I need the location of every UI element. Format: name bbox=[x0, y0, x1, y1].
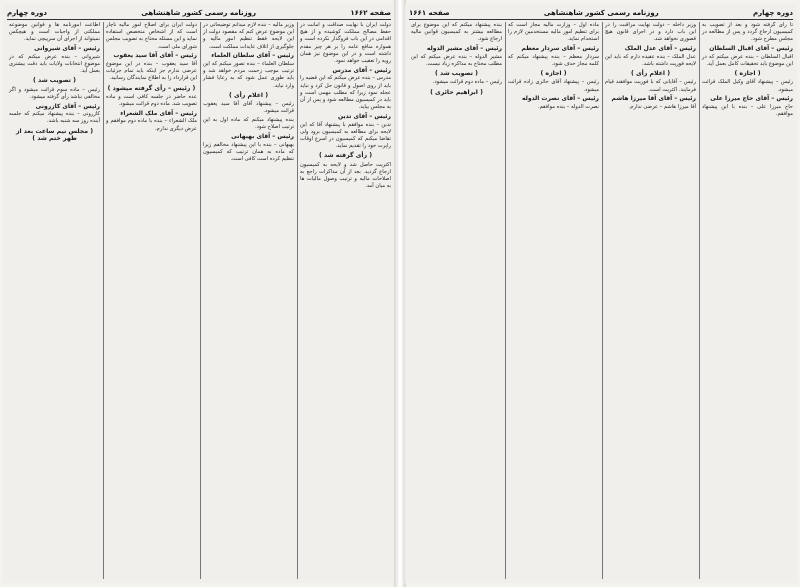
left-page-number: صفحه ۱۶۶۲ bbox=[350, 8, 391, 17]
speaker-line: رئیس – آقای ملک الشعراء bbox=[120, 109, 197, 117]
speaker-line: رئیس – آقای عدل الملک bbox=[624, 45, 696, 53]
text-column bbox=[7, 22, 100, 579]
right-journal-title: روزنامه رسمی کشور شاهنشاهی bbox=[543, 8, 659, 17]
paragraph: ملک الشعراء – بنده با ماده دوم موافقم و عرض دیگری ندارم. bbox=[106, 118, 197, 132]
paragraph: ماده اول – وزارت مالیه مجاز است که برای تنظیم امور مالیه مستخدمین لازم را استخدام نماید. bbox=[508, 22, 599, 43]
paragraph: آقا میرزا هاشم – عرضی ندارم. bbox=[628, 104, 696, 111]
speaker-line: رئیس – آقای سردار معظم bbox=[521, 45, 599, 53]
procedural-note: ( اعلام رأی ) bbox=[228, 91, 269, 99]
paragraph: رئیس – آقایانی که با فوریت موافقند قیام فرمایند. اکثریت است. bbox=[605, 79, 696, 93]
text-column bbox=[409, 22, 502, 579]
paragraph: تدین – بنده موافقم با پیشنهاد آقا که این لایحه برای مطالعه به کمیسیون برود ولی تقاضا میکنم که کمیسیون در اسرع اوقات راپرت خود را تقدیم نماید. bbox=[300, 121, 391, 150]
paragraph: رئیس – پیشنهاد آقای آقا سید یعقوب قرائت میشود. bbox=[203, 101, 294, 115]
speaker-line: رئیس – آقای تدین bbox=[337, 112, 391, 120]
paragraph: دولت ایران با نهایت صداقت و امانت در حفظ مصالح مملکت کوشیده و از هیچ اقدامی در این باب فروگذار نکرده است و همواره منافع عامه را بر هر چیز مقدم داشته است و در این موضوع نیز همان رویه را تعقیب خواهد نمود. bbox=[300, 22, 391, 65]
paragraph: شیروانی – بنده عرض میکنم که در موضوع انتخابات ولایات باید دقت بیشتری بعمل آید. bbox=[9, 53, 100, 75]
speaker-line: رئیس – آقای شیروانی bbox=[34, 45, 100, 53]
paragraph: بنده پیشنهاد میکنم که ماده اول به این ترتیب اصلاح شود. bbox=[203, 116, 294, 131]
paragraph: آقا سید یعقوب – بنده در این موضوع عرضی ندارم جز اینکه باید تمام جزئیات این قرارداد را به اطلاع نمایندگان رسانید. bbox=[106, 61, 197, 82]
right-page-number: صفحه ۱۶۶۱ bbox=[409, 8, 450, 17]
text-column bbox=[602, 22, 696, 579]
speaker-line: رئیس – آقای نصرت الدوله bbox=[521, 95, 599, 103]
paragraph: مشیر الدوله – بنده عرض میکنم که این مطلب محتاج به مذاکره زیاد نیست. bbox=[411, 53, 502, 68]
speaker-line: رئیس – آقای مدرس bbox=[332, 66, 391, 74]
paragraph: اقبال السلطان – بنده عرض میکنم که در این موضوع باید تحقیقات کامل بعمل آید. bbox=[702, 53, 793, 68]
paragraph: کازرونی – بنده پیشنهاد میکنم که جلسه آینده روز سه شنبه باشد. bbox=[9, 111, 100, 125]
procedural-note: ( اعلام رأی ) bbox=[630, 70, 671, 78]
left-page bbox=[3, 4, 395, 583]
speaker-line: رئیس – آقای آقا سید یعقوب bbox=[113, 52, 197, 60]
paragraph: سلطان العلماء – بنده تصور میکنم که این ترتیب موجب زحمت مردم خواهد شد و باید طوری عمل شود که به رعایا فشار وارد نیاید. bbox=[203, 61, 294, 89]
text-column bbox=[297, 22, 391, 579]
speaker-line: رئیس – آقای بهبهانی bbox=[231, 132, 294, 140]
paragraph: تا رأی گرفته شود و بعد از تصویب به کمیسیون ارجاع گردد و پس از مطالعه در مجلس مطرح شود. bbox=[702, 22, 793, 43]
paragraph: نصرت الدوله – بنده موافقم. bbox=[537, 104, 599, 111]
paragraph: عده حاضر در جلسه کافی است و ماده تصویب شد. ماده دوم قرائت میشود. bbox=[106, 93, 197, 108]
procedural-note: ( تصویب شد ) bbox=[435, 70, 478, 78]
paragraph: بهبهانی – بنده با این پیشنهاد مخالفم زیرا که ماده به همان ترتیب که کمیسیون تنظیم کرده است کافی است. bbox=[203, 141, 294, 162]
speaker-line: رئیس – آقای مشیر الدوله bbox=[426, 45, 502, 53]
paragraph: مدرس – بنده عرض میکنم که این قضیه را باید از روی اصول و قانون حل کرد و نباید عجله نمود زیرا که مطلب مهمی است و باید در کمیسیون مطالعه شود و پس از آن به مجلس بیاید. bbox=[300, 75, 391, 111]
procedural-note: ( رأی گرفته شد ) bbox=[318, 152, 373, 160]
procedural-note: ( رئیس – رأی گرفته میشود ) bbox=[107, 84, 196, 92]
speaker-line: رئیس – آقای آقا میرزا هاشم bbox=[611, 95, 696, 103]
paragraph: حاج میرزا علی – بنده با این پیشنهاد موافقم. bbox=[702, 104, 793, 118]
right-columns bbox=[409, 22, 793, 579]
left-page-header bbox=[7, 6, 391, 20]
paragraph: رئیس – پیشنهاد آقای وکیل الملک قرائت میشود. bbox=[702, 79, 793, 93]
paragraph: سردار معظم – بنده پیشنهاد میکنم که کلمه مجاز حذف شود. bbox=[508, 53, 599, 68]
paragraph: وزیر مالیه – بنده لازم میدانم توضیحاتی در این موضوع عرض کنم که مقصود دولت از این لایحه فقط تنظیم امور مالیه و جلوگیری از اتلاف عایدات مملکت است. bbox=[203, 22, 294, 50]
left-journal-title: روزنامه رسمی کشور شاهنشاهی bbox=[141, 8, 257, 17]
procedural-note: ( تصویب شد ) bbox=[33, 77, 76, 85]
procedural-note: ( اجازه ) bbox=[734, 70, 761, 78]
paragraph: بنده پیشنهاد میکنم که این موضوع برای مطالعه بیشتر به کمیسیون قوانین مالیه ارجاع شود. bbox=[411, 22, 502, 43]
text-column bbox=[699, 22, 793, 579]
procedural-note: ( مجلس نیم ساعت بعد از ظهر ختم شد ) bbox=[15, 127, 94, 142]
paragraph: رئیس – پیشنهاد آقای حائری زاده قرائت میشود. bbox=[508, 79, 599, 93]
paragraph: اطاعت امورنامه ها و قوانین موضوعه مملکتی از واجبات است و هیچکس نمیتواند از اجرای آن سرپیچی نماید. bbox=[9, 22, 100, 43]
left-session-label: دوره چهارم bbox=[7, 8, 47, 17]
text-column bbox=[200, 22, 294, 579]
right-page-header bbox=[409, 6, 793, 20]
paragraph: رئیس – ماده دوم قرائت میشود. bbox=[432, 79, 502, 86]
paragraph: دولت ایران برای اصلاح امور مالیه ناچار است که از اشخاص متخصص استفاده نماید و این مسئله محتاج به تصویب مجلس شورای ملی است. bbox=[105, 22, 197, 50]
paragraph: وزیر داخله – دولت نهایت مراقبت را در این باب دارد و در اجرای قانون هیچ قصوری نخواهد شد. bbox=[605, 22, 696, 43]
speaker-line: رئیس – آقای سلطان العلماء bbox=[211, 52, 294, 60]
speaker-line: رئیس – آقای کازرونی bbox=[35, 102, 100, 110]
text-column bbox=[103, 22, 197, 579]
paragraph: اکثریت حاصل شد و لایحه به کمیسیون ارجاع گردید. بعد از آن مذاکرات راجع به اصلاحات مالیه و ترتیب وصول مالیات ها به میان آمد. bbox=[300, 161, 391, 190]
left-columns bbox=[7, 22, 391, 579]
speaker-line: رئیس – آقای اقبال السلطان bbox=[709, 45, 793, 53]
procedural-note: ( ابراهیم حائری ) bbox=[430, 88, 483, 96]
paragraph: رئیس – ماده سوم قرائت میشود و اگر مخالفی نباشد رأی گرفته میشود. bbox=[9, 86, 100, 100]
procedural-note: ( اجازه ) bbox=[540, 70, 567, 78]
right-session-label: دوره چهارم bbox=[753, 8, 793, 17]
paragraph: عدل الملک – بنده عقیده دارم که باید این لایحه فوریت داشته باشد. bbox=[605, 53, 696, 68]
right-page bbox=[405, 4, 797, 583]
speaker-line: رئیس – آقای حاج میرزا علی bbox=[710, 95, 793, 103]
text-column bbox=[505, 22, 599, 579]
